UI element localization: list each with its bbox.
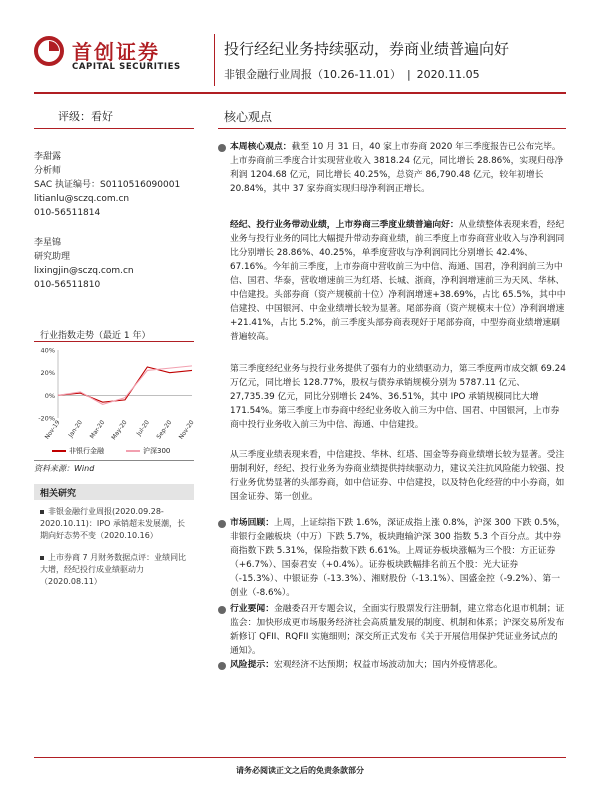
y-tick-label: 40% xyxy=(40,346,55,355)
report-date: 2020.11.05 xyxy=(416,68,480,81)
para-risk-text: 宏观经济不达预期；权益市场波动加大；国内外疫情恶化。 xyxy=(274,660,503,670)
related-item[interactable] xyxy=(40,506,192,542)
square-bullet-icon xyxy=(40,510,44,514)
para-drivers-text: 从业绩整体表现来看，经纪业务与投行业务的同比大幅提升带动券商业绩，前三季度上市券商营业收入与净利润同比分别增长 28.86%、40.25%，单季度营收与净利润同比分别增长 42.4%、67.16%。今年前三季度，上市券商中营收前三为中信、海通、国君，净利润前三为中信、国君、华泰，营收增速前三为红塔、长城、浙商，净利润增速前三为天风、华林、中信建投。头部券商（资产规模前十位）净利润增速+38.69%，占比 65.5%，其中中信建投、中国银河、中金业绩增长较为显著。尾部券商（资产规模末十位）净利润增速+21.41%，占比 5.2%，前三季度头部券商表现好于尾部券商，中型券商业绩增速刷普遍较高。 xyxy=(230,220,566,342)
para-news-text: 金融委召开专题会议，全面实行股票发行注册制，建立常态化退市机制；证监会：加快形成更市场服务经济社会高质量发展的制度、机制和体系；沪深交易所发布新修订 QFII、RQFII 实施细则；深交所正式发布《关于开展信用保护凭证业务试点的通知》。 xyxy=(230,604,565,656)
header-rule xyxy=(34,92,566,94)
legend-swatch xyxy=(52,450,66,452)
bullet-icon xyxy=(218,662,226,670)
y-tick-label: 20% xyxy=(40,369,55,378)
para-core-text: 截至 10 月 31 日，40 家上市券商 2020 年三季度报告已公布完毕。上市券商前三季度合计实现营业收入 3818.24 亿元，同比增长 28.86%，实现归母净利润 1204.68 亿元，同比增长 40.25%，总资产 86,790.48 亿元，较年初增长 20.84%，其中 37 家券商实现归母净利润正增长。 xyxy=(230,142,564,194)
legend-item xyxy=(52,446,104,456)
bullet-icon xyxy=(218,520,226,528)
logo-mark xyxy=(34,36,64,66)
analyst-1-name: 李甜露 xyxy=(34,152,62,162)
analyst-1-phone: 010-56511814 xyxy=(34,208,101,218)
para-market xyxy=(230,516,566,600)
analyst-2 xyxy=(34,236,134,292)
x-tick-label: May-20 xyxy=(110,419,129,442)
index-trend-chart xyxy=(34,344,196,442)
logo-cn: 首创证券 xyxy=(72,40,160,64)
para-drivers xyxy=(230,218,566,344)
chart-title-rule xyxy=(34,341,194,342)
related-title: 相关研究 xyxy=(40,489,77,499)
rating: 评级：看好 xyxy=(58,110,113,123)
subtitle-separator: | xyxy=(406,68,411,81)
footer-rule xyxy=(34,757,566,758)
report-subtitle xyxy=(224,66,480,82)
legend-item xyxy=(126,446,170,456)
x-tick-label: Sep-20 xyxy=(155,419,174,441)
left-rule xyxy=(34,128,194,129)
x-tick-label: Jul-20 xyxy=(135,419,151,438)
analyst-1-role: 分析师 xyxy=(34,166,62,176)
para-market-lead: 市场回顾： xyxy=(230,518,274,528)
analyst-1-email: litianlu@sczq.com.cn xyxy=(34,194,130,204)
analyst-2-role: 研究助理 xyxy=(34,252,71,262)
para-news xyxy=(230,602,566,658)
legend-label: 非银行金融 xyxy=(69,447,104,455)
footer-disclaimer: 请务必阅读正文之后的免责条款部分 xyxy=(236,766,364,775)
x-tick-label: Mar-20 xyxy=(88,419,107,441)
core-view-rule xyxy=(218,128,566,129)
y-tick-label: -20% xyxy=(38,414,55,423)
legend-label: 沪深300 xyxy=(143,447,171,455)
x-tick-label: Nov-19 xyxy=(43,419,62,441)
report-type: 非银金融行业周报（10.26-11.01） xyxy=(224,68,401,81)
para-risk xyxy=(230,658,566,672)
related-item-text: 非银金融行业周报(2020.09.28-2020.10.11)：IPO 承销超未发展潮，长期向好态势不变（2020.10.16） xyxy=(40,507,185,540)
core-view-title: 核心观点 xyxy=(224,110,273,124)
para-news-lead: 行业要闻： xyxy=(230,604,274,614)
para-core xyxy=(230,140,566,196)
analyst-1 xyxy=(34,150,180,220)
x-tick-label: Jan-20 xyxy=(67,419,84,439)
analyst-1-sac: SAC 执证编号：S0110516090001 xyxy=(34,180,181,190)
para-core-lead: 本周核心观点： xyxy=(230,142,292,152)
analyst-2-email: lixingjin@sczq.com.cn xyxy=(34,266,134,276)
y-tick-label: 0% xyxy=(44,391,55,400)
para-risk-lead: 风险提示： xyxy=(230,660,274,670)
analyst-2-name: 李星锦 xyxy=(34,238,62,248)
chart-legend xyxy=(34,444,194,458)
report-title: 投行经纪业务持续驱动，券商业绩普遍向好 xyxy=(224,40,510,58)
para-q3: 第三季度经纪业务与投行业务提供了强有力的业绩驱动力，第三季度两市成交额 69.24 万亿元，同比增长 128.77%，股权与债券承销规模分别为 5787.11 亿元、27,735.39 亿元，同比分别增长 24%、36.51%，其中 IPO 承销规模同比大增 171.54%。第三季度上市券商中经纪业务收入前三为中信、国君、中国银河，上市券商中投行业务收入前三为中信、海通、中信建投。 xyxy=(230,364,566,430)
legend-swatch xyxy=(126,450,140,452)
bullet-icon xyxy=(218,606,226,614)
logo-en: CAPITAL SECURITIES xyxy=(72,62,181,72)
para-outlook: 从三季度业绩表现来看，中信建投、华林、红塔、国金等券商业绩增长较为显著。受注册制利好，经纪、投行业务为券商业绩提供持续驱动力，建议关注抗风险能力较强、投行业务优势显著的头部券商，如中信证券、中信建投，以及特色化经营的中小券商，如国金证券、第一创业。 xyxy=(230,450,565,502)
related-item-text: 上市券商 7 月财务数据点评：业绩同比大增，经纪投行成业绩驱动力（2020.08.11） xyxy=(40,553,187,586)
chart-source-rule xyxy=(34,460,194,461)
analyst-2-phone: 010-56511810 xyxy=(34,280,101,290)
header-divider xyxy=(214,34,215,86)
chart-source: 资料来源：Wind xyxy=(34,464,95,473)
related-item[interactable] xyxy=(40,552,192,588)
series-line xyxy=(58,366,192,405)
para-market-text: 上周，上证综指下跌 1.6%，深证成指上涨 0.8%，沪深 300 下跌 0.5%，非银行金融板块（中万）下跌 5.7%，板块跑输沪深 300 指数 5.3 个百分点。其中券商指数下跌 5.31%，保险指数下跌 6.61%。上周证券板块涨幅为三个股：方正证券（+6.7%）、国泰君安（+0.4%）。证券板块跌幅排名前五个股：光大证券（-15.3%）、中银证券（-13.3%）、湘财股份（-13.1%）、国盛金控（-9.2%）、第一创业（-8.6%）。 xyxy=(230,518,566,598)
square-bullet-icon xyxy=(40,556,44,560)
x-tick-label: Nov-20 xyxy=(177,419,196,441)
chart-title: 行业指数走势（最近 1 年） xyxy=(40,331,151,341)
para-drivers-lead: 经纪、投行业务带动业绩，上市券商三季度业绩普遍向好： xyxy=(230,220,459,230)
bullet-icon xyxy=(218,144,226,152)
